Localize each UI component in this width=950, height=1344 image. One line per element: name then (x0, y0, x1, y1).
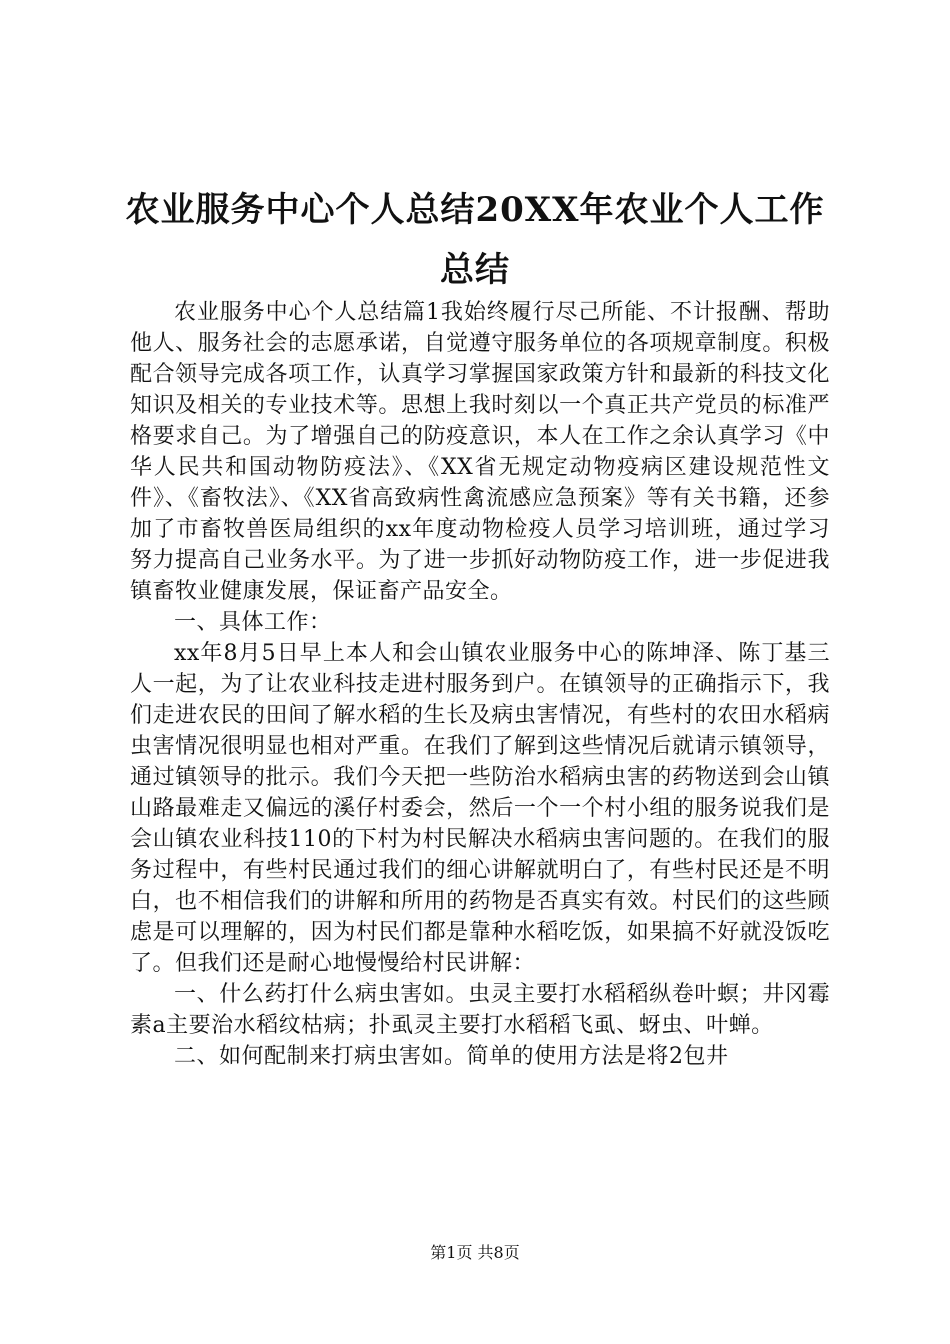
paragraph-intro: 农业服务中心个人总结篇1我始终履行尽己所能、不计报酬、帮助他人、服务社会的志愿承诺，自觉遵守服务单位的各项规章制度。积极配合领导完成各项工作，认真学习掌握国家政策方针和最新的科技文化知识及相关的专业技术等。思想上我时刻以一个真正共产党员的标准严格要求自己。为了增强自己的防疫意识，本人在工作之余认真学习《中华人民共和国动物防疫法》、《XX省无规定动物疫病区建设规范性文件》、《畜牧法》、《XX省高致病性禽流感应急预案》等有关书籍，还参加了市畜牧兽医局组织的xx年度动物检疫人员学习培训班，通过学习努力提高自己业务水平。为了进一步抓好动物防疫工作，进一步促进我镇畜牧业健康发展，保证畜产品安全。 (130, 300, 830, 604)
document-body (130, 297, 830, 1072)
paragraph-pesticide-guide: 一、什么药打什么病虫害如。虫灵主要打水稻稻纵卷叶螟；井冈霉素a主要治水稻纹枯病；扑虱灵主要打水稻稻飞虱、蚜虫、叶蝉。 (130, 982, 830, 1038)
page-number-footer: 第1页 共8页 (430, 1243, 520, 1262)
paragraph-field-service: xx年8月5日早上本人和会山镇农业服务中心的陈坤泽、陈丁基三人一起，为了让农业科技走进村服务到户。在镇领导的正确指示下，我们走进农民的田间了解水稻的生长及病虫害情况，有些村的农田水稻病虫害情况很明显也相对严重。在我们了解到这些情况后就请示镇领导，通过镇领导的批示。我们今天把一些防治水稻病虫害的药物送到会山镇山路最难走又偏远的溪仔村委会，然后一个一个村小组的服务说我们是会山镇农业科技110的下村为村民解决水稻病虫害问题的。在我们的服务过程中，有些村民通过我们的细心讲解就明白了，有些村民还是不明白，也不相信我们的讲解和所用的药物是否真实有效。村民们的这些顾虑是可以理解的，因为村民们都是靠种水稻吃饭，如果搞不好就没饭吃了。但我们还是耐心地慢慢给村民讲解： (130, 641, 830, 976)
document-title-line-1: 农业服务中心个人总结20XX年农业个人工作 (125, 190, 825, 230)
paragraph-mixing-method: 二、如何配制来打病虫害如。简单的使用方法是将2包井 (174, 1044, 729, 1069)
document-title-line-2: 总结 (440, 250, 510, 290)
section-heading-specific-work: 一、具体工作： (174, 610, 332, 635)
